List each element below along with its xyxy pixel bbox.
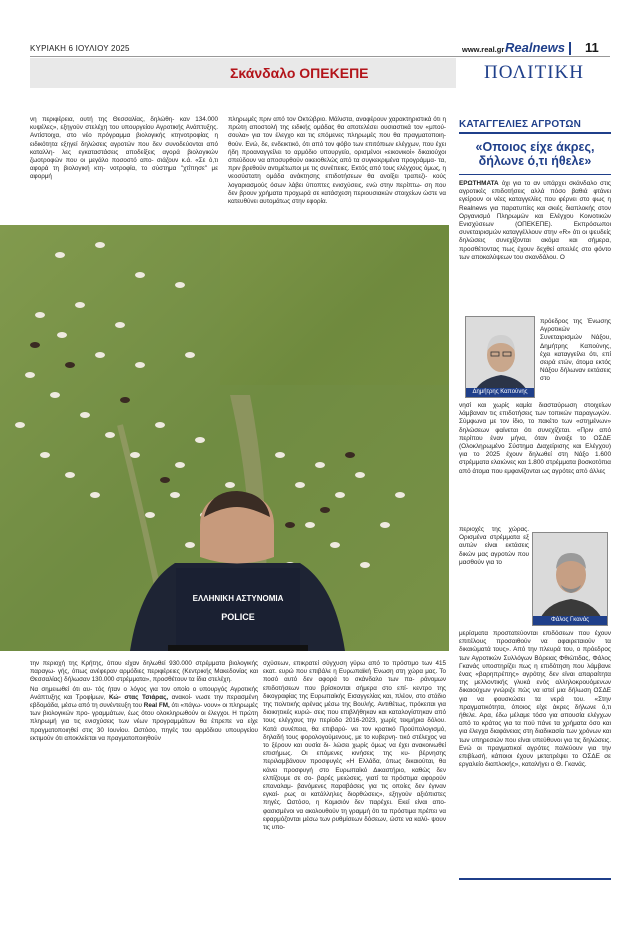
- sidebar-label: ΚΑΤΑΓΓΕΛΙΕΣ ΑΓΡΟΤΩΝ: [459, 119, 582, 130]
- article-col1-bottom-b: Να σημειωθεί ότι αυ- τός ήταν ο λόγος για τον οποίο ο υπουργός Αγροτικής Ανάπτυξης και Τροφίμων,: [30, 685, 258, 701]
- kicker-title: Σκάνδαλο ΟΠΕΚΕΠΕ: [230, 65, 369, 81]
- article-col1-bottom-c: ανακοί- νωσε την περασμένη εβδομάδα, μέσω από τη συνέντευξη του: [30, 693, 259, 710]
- sidebar-quote: «Οποιος είχε άκρες, δήλωνε ό,τι ήθελε»: [475, 140, 595, 168]
- sidebar-bottom-rule: [459, 878, 611, 880]
- issue-date: ΚΥΡΙΑΚΗ 6 ΙΟΥΛΙΟΥ 2025: [30, 44, 130, 53]
- sidebar-bottom: μερίσματα προστατεύονται επιδόσεων που έχουν επιτέλους προσαιθούν να αφαιρεταιούν τα δικαιώματά τους». Από την πλευρά του, ο πρόεδρος των Αγροτικών Συλλόγων Βόρειας Φθιώτιδας, Φάλος Γκανάς υποστηρίζει πως η επιδότηση που λάμβανε ένας «βαρηπρέπης» αγρότης δεν είναι απαραίτητα της μελλοντικής γλυκά ενός αλληλοκρουόμενων δικαιούχων γνώριζε πώς να ιστεί μια δήλωση ΟΣΔΕ για να φουσκώσει τα νερά του. «Στην πραγματικότητα, όποιος είχε άκρες δήλωνε ό,τι ήθελε. Αρα, έδω μέλαμε τόσο για απουσία ελέγχων από το κράτος για τα πού πάνε τα χρήματα όσο και για έλεγχα διαφάνειας στη διαδικασία των χρόνων και των υπηρεσιών που είναι υπεύθυνοι για τις δηλώσεις. Ενώ οι πραγματικοί αγρότες παλεύουν για την επιβίωσή, κάποιοι έχουν μετατρέψει το ΟΣΔΕ σε εργαλείο διαπλοκής», καταλήγει ο Θ. Γκανάς.: [459, 630, 611, 769]
- minister-name: Κώ- στας Τσιάρας,: [109, 693, 169, 701]
- sidebar-beside-2: περιοχές της χώρας. Ορισμένα στρέμματα εξ αυτών είναι εκτάσεις δικών μας αγροτών που μασθούν για το: [459, 526, 529, 566]
- portrait-kapounis: [465, 316, 535, 398]
- article-col1-bottom-d: ότι «πάγω- νουν» οι πληρωμές των βιολογικών προ- γραμμάτων, έως ότου ολοκληρωθούν οι έλεγχοι. Η πρώτη πληρωμή για τις ενισχύσεις των νέων προγραμμάτων θα έπρεπε να είχε πραγματοποιηθεί στις 30 Ιουνίου. Ωστόσο, πηγές του αρμόδιου υπουργείου εκτιμούν ότι αποκλείεται να πραγματοποιηθούν: [30, 702, 259, 742]
- header-separator: [569, 42, 571, 55]
- portrait-kapounis-caption: Δημήτρης Καπούνης: [466, 388, 534, 397]
- article-col1-bottom: [30, 660, 258, 744]
- brand-logo: Realnews: [505, 40, 565, 55]
- portrait-kapounis-image: [466, 317, 535, 398]
- sidebar-rule: [459, 132, 611, 134]
- site-url: www.real.gr: [462, 45, 505, 54]
- sidebar-middle: νησί και χωρίς καμία διασταύρωση στοιχείων λάμβαναν τις επιδοτήσεις των τοπικών παραγωγών. Σύμφωνα με τον ίδιο, το πακέτο των «στημένων» δηλώσεων φαίνεται ότι συνεχίζεται. «Πριν από περίπου έναν μήνα, όταν άνοιξε το ΟΣΔΕ (Ολοκληρωμένο Σύστημα Διαχείρισης και Ελέγχου) για το 2025 έχουν δηλωθεί στη Νάξο 1.600 στρέμματα ελαιώνες και 1.800 στρέμματα βοσκοτόπια από άτομα που εμφανίζονται ως αγρότες από άλλες: [459, 402, 611, 475]
- article-col1-bottom-a: την περιοχή της Κρήτης, όπου είχαν δηλωθεί 930.000 στρέμματα βιολογικής παραγω- γής, όπως ανέφεραν αρμόδιες περιφέρειες (Κεντρικής Μακεδονίας και Θεσσαλίας) δήλωσαν 130.000 στρέμματα», προσθέτουν τα ίδια στελέχη.: [30, 660, 258, 684]
- header-rule: [30, 56, 610, 57]
- radio-name: Real FM,: [143, 702, 170, 710]
- sidebar-intro: [459, 180, 611, 262]
- section-title: ΠΟΛΙΤΙΚΗ: [483, 62, 584, 83]
- portrait-gkanas-image: [533, 533, 608, 626]
- portrait-gkanas: [532, 532, 608, 626]
- page-number: 11: [585, 40, 599, 55]
- police-label: POLICE: [221, 612, 255, 622]
- sidebar-intro-body: όχι για το αν υπάρχει σκάνδαλο στις αγροτικές επιδοτήσεις αλλά πόσο βαθιά φτάνει εγείρουν οι νέες καταγγελίες που φέρνει στο φως η Realnews για παρατυπίες και σκιές διαπλοκής στον Οργανισμό Πληρωμών και Ελέγχου Κοινοτικών Ενισχύσεων (ΟΠΕΚΕΠΕ). Εκπρόσωποι συνεταιρισμών καταγγέλλουν στην «R» ότι οι ψευδείς δηλώσεις συνεχίζονται ακόμα και σήμερα, προσθέτοντας πως έχουν δεχθεί απειλές στο φόντο των αποκαλύψεων του σκανδάλου. Ο: [459, 180, 611, 261]
- portrait-gkanas-caption: Φάλος Γκανάς: [533, 616, 607, 625]
- sidebar-rule-2: [459, 174, 611, 175]
- article-col1-top: νη περιφέρεια, ουτή της Θεσσαλίας, δηλώθη- καν 134.000 κυψέλες», εξηγούν στελέχη του υπουργείου Αγροτικής Ανάπτυξης. Αντίστοιχα, στο νέο πρόγραμμα βιολογικής κτηνοτροφίας η ειδικότητα εξηγεί δηλώσεις αγροτών που δεν συνοδεύονται από καταλλη- λες εγκαταστάσεις αποδείξεις αγορά βιολογικών ζωοτροφών που οι μεγάλο ποσοστό απο- σιάζουν κ.ά. «Σε ό,τι αφορά τη βιολογική κτη- νοτροφία, το σύστημα "χτίπησε" με αφορμή: [30, 116, 218, 181]
- article-col2-top: πληρωμές πριν από τον Οκτώβριο. Μάλιστα, αναφέρουν χαρακτηριστικά ότι η πρώτη αποστολή της ειδικής ομάδας θα αποτελέσει ουσιαστικά τον «μπού- σουλα» για τον έλεγχο και τις επόμενες πληρωμές που θα πραγματοποιη- θούν. Ενώ, δε, ενδεικτικό, ότι από τον φόβο των επιτόπιων ελέγχων, που έχει ήδη προαναγγείλει το αρμόδιο υπουργείο, ορισμένοι «εικονικοί» δικαιούχοι σπεύδουν να αποσυρθούν οικειοθελώς από τα συγκεκριμένα προγράμμα- τα, πριν βρεθούν αντιμέτωποι με τις συνέπειες. Εκτός από τους ελέγχους όμως, η νεοσύστατη ομάδα ανάκτησης επιδοτήσεων θα ανοίξει τραπεζι- κούς λογαριασμούς όσων λάβει ύποπτες ενισχύσεις, ενώ στην περίπτω- ση που δεν βρουν χρήματα προχωρά σε κατάσχεση περιουσιακών στοιχείων ώστε να κατευθύνει αυτομάτως στην εφορία.: [228, 116, 446, 206]
- sidebar-intro-lead: ΕΡΩΤΗΜΑΤΑ: [459, 180, 499, 187]
- article-col1-bottom-b-wrap: [30, 686, 258, 743]
- sheep-field-police-photo: [0, 225, 449, 651]
- sidebar-beside-1: πρόεδρος της Ένωσης Αγροτικών Συνεταιρισμών Νάξου, Δημήτρης Καπούνης, έχει καταγγείλει ότι, επί σειρά ετών, άτομα εκτός Νάξου δήλωναν εκτάσεις στο: [540, 318, 611, 383]
- vest-label: ΕΛΛΗΝΙΚΗ ΑΣΤΥΝΟΜΙΑ: [192, 594, 284, 603]
- article-col2-bottom: σχύσεων, επικρατεί σύγχυση γύρω από το πρόστιμο των 415 εκατ. ευρώ που επιβάλε η Ευρωπαϊκή Ένωση στη χώρα μας. Το ποσό αυτό δεν αφορά το σκάνδαλο των πα- ράνομων επιδοτήσεων που βρίσκονται σήμερα στο επί- κεντρο της δικογραφίας της Ευρωπαϊκής Εισαγγελίας και, πλέον, στο στάδιο της πολιτικής αρένας μέσω της Βουλής. Αντιθέτως, πρόκειται για διοικητικές κυρώ- σεις που επιβλήθηκαν και καταλογίστηκαν από τους ελέγχους την περίοδο 2016-2023, χωρίς τεκμήρια δόλου. Κατά συνέπεια, θα επιβαρύ- νει τον κρατικό Προϋπολογισμό, δηλαδή τους φορολογούμενους, με το κυβερνη- τικό στέλεχος να το ξέρουν και ουσία δι- λώσει χωρίς όμως να έχει ανακοινωθεί επισήμως. Οι επόμενες κινήσεις της κυ- βέρνησης περιλαμβάνουν προσφυγές «Η Ελλάδα, όπως δικαιούται, θα κάνει προσφυγή στο Ευρωπαϊκό Δικαστήριο, καθώς δεν ελπίζουμε σε σο- βαρές μειώσεις, γιατί τα πρόστιμα αφορούν επαναλαμ- βανόμενες παραβάσεις για τις οποίες δεν έγιναν εγκαί- ρως οι κατάλληλες διορθώσεις», εξηγούν αξιόπιστες πηγές. Ωστόσο, η Κομισιόν δεν παρέχει. Εκεί είναι απο- φασισμένοι να ακολουθούν τη γραμμή ότι τα πρόστιμα πρέπει να εφαρμόζονται μέσω των ρυθμίσεων δόσεων, ώστε να καλύ- ψουν τις υπο-: [263, 660, 446, 832]
- article-photo: [0, 225, 449, 651]
